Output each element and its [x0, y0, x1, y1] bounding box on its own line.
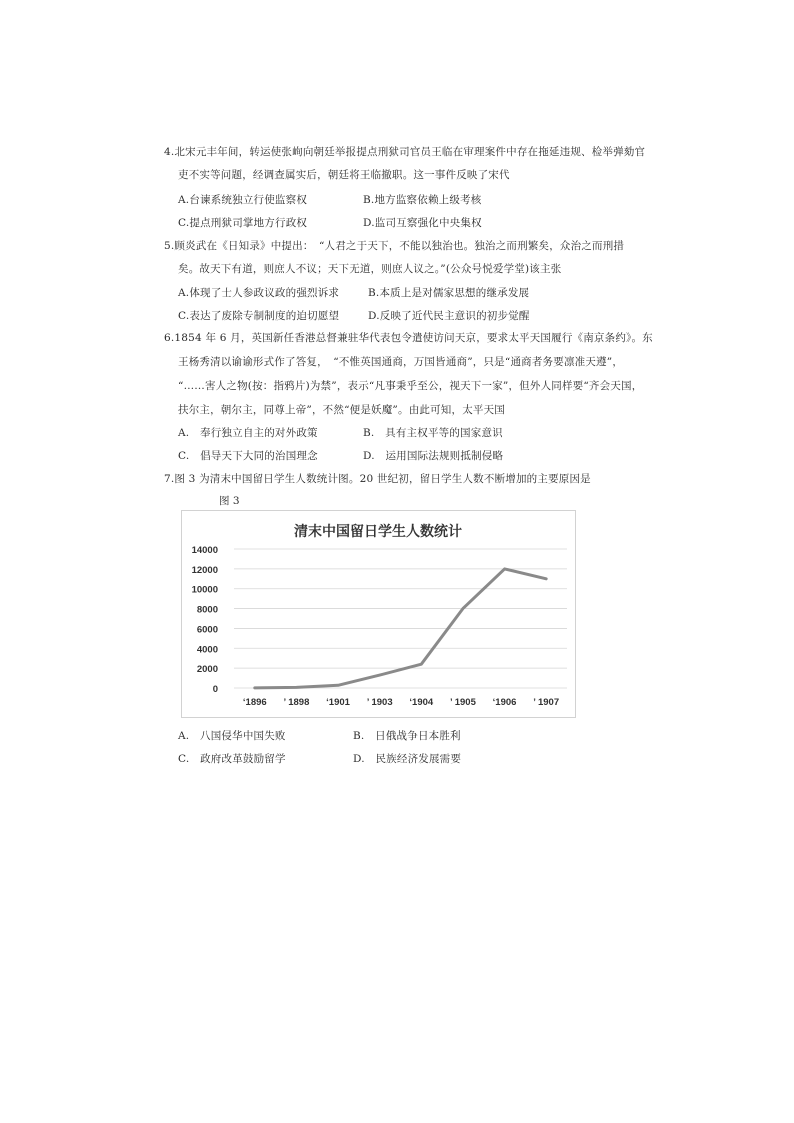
- y-tick-label: 6000: [196, 624, 218, 636]
- x-tick-label: ’ 1898: [283, 697, 310, 708]
- data-point: [296, 687, 298, 689]
- chart-grid: [234, 549, 567, 688]
- x-tick-label: ‘1904: [409, 697, 434, 708]
- q4-option-c: C.提点刑狱司掌地方行政权: [178, 217, 308, 229]
- x-axis-ticks: [243, 697, 559, 708]
- q4-option-d: D.监司互察强化中央集权: [363, 217, 482, 229]
- data-point: [337, 684, 339, 686]
- q6-option-b: B. 具有主权平等的国家意识: [363, 427, 503, 439]
- y-axis-ticks: [192, 545, 218, 695]
- data-point: [421, 663, 423, 665]
- q6-stem-line2: 王杨秀清以谕谕形式作了答复， “不惟英国通商，万国皆通商”，只是“通商者务要凛准天遵”，: [178, 356, 624, 368]
- q6-option-a: A. 奉行独立自主的对外政策: [178, 427, 318, 439]
- q6-option-d: D. 运用国际法规则抵制侵略: [363, 450, 504, 462]
- data-point: [504, 568, 506, 570]
- q7-option-d: D. 民族经济发展需要: [353, 753, 462, 765]
- data-point: [379, 674, 381, 676]
- chart-svg: [182, 511, 575, 717]
- q4-option-a: A.台谏系统独立行使监察权: [178, 194, 308, 206]
- q4-stem-line1: 4.北宋元丰年间，转运使张峋向朝廷举报提点刑狱司官员王临在审理案件中存在拖延违规、检举弹劾官: [164, 146, 646, 158]
- q5-option-b: B.本质上是对儒家思想的继承发展: [368, 287, 530, 299]
- data-point: [254, 687, 256, 689]
- x-tick-label: ‘1906: [492, 697, 517, 708]
- student-count-chart: [181, 510, 576, 718]
- y-tick-label: 4000: [196, 644, 218, 656]
- x-tick-label: ’ 1907: [533, 697, 560, 708]
- q7-option-a: A. 八国侵华中国失败: [178, 730, 286, 742]
- chart-title: 清末中国留日学生人数统计: [294, 523, 462, 539]
- y-tick-label: 8000: [196, 604, 218, 616]
- q5-option-c: C.表达了废除专制制度的迫切愿望: [178, 310, 340, 322]
- q5-option-d: D.反映了近代民主意识的初步觉醒: [368, 310, 530, 322]
- y-tick-label: 12000: [191, 564, 218, 576]
- q6-stem-line4: 扶尔主，朝尔主，同尊上帝”，不然“便是妖魔”。由此可知，太平天国: [178, 404, 506, 416]
- q7-option-c: C. 政府改革鼓励留学: [178, 753, 286, 765]
- q5-stem-line1: 5.顾炎武在《日知录》中提出： “人君之于天下，不能以独治也。独治之而刑繁矣，众治之而刑措: [164, 240, 625, 252]
- y-tick-label: 2000: [196, 664, 218, 676]
- q7-stem-line1: 7.图 3 为清末中国留日学生人数统计图。20 世纪初，留日学生人数不断增加的主要原因是: [164, 473, 591, 485]
- q4-stem-line2: 吏不实等问题，经调查属实后，朝廷将王临撤职。这一事件反映了宋代: [178, 169, 510, 181]
- x-tick-label: ‘1901: [326, 697, 350, 708]
- q7-option-b: B. 日俄战争日本胜利: [353, 730, 461, 742]
- q6-option-c: C. 倡导天下大同的治国理念: [178, 450, 318, 462]
- q5-option-a: A.体现了士人参政议政的强烈诉求: [178, 287, 340, 299]
- q4-option-b: B.地方监察依赖上级考核: [363, 194, 482, 206]
- q6-stem-line3: “……害人之物(按：指鸦片)为禁”，表示“凡事秉乎至公，视天下一家”，但外人同样要“齐会天国，: [178, 380, 643, 392]
- figure-label: 图 3: [219, 495, 240, 507]
- x-tick-label: ’ 1903: [366, 697, 393, 708]
- data-point: [545, 578, 547, 580]
- x-tick-label: ‘1896: [242, 697, 267, 708]
- x-tick-label: ’ 1905: [449, 697, 476, 708]
- data-point: [462, 608, 464, 610]
- y-tick-label: 10000: [191, 584, 218, 596]
- y-tick-label: 0: [212, 684, 218, 695]
- q5-stem-line2: 矣。故天下有道，则庶人不议；天下无道，则庶人议之。”(公众号悦爱学堂)该主张: [178, 263, 562, 275]
- y-tick-label: 14000: [191, 545, 218, 556]
- q6-stem-line1: 6.1854 年 6 月，英国新任香港总督兼驻华代表包令遣使访问天京，要求太平天国履行《南京条约》。东: [164, 332, 653, 344]
